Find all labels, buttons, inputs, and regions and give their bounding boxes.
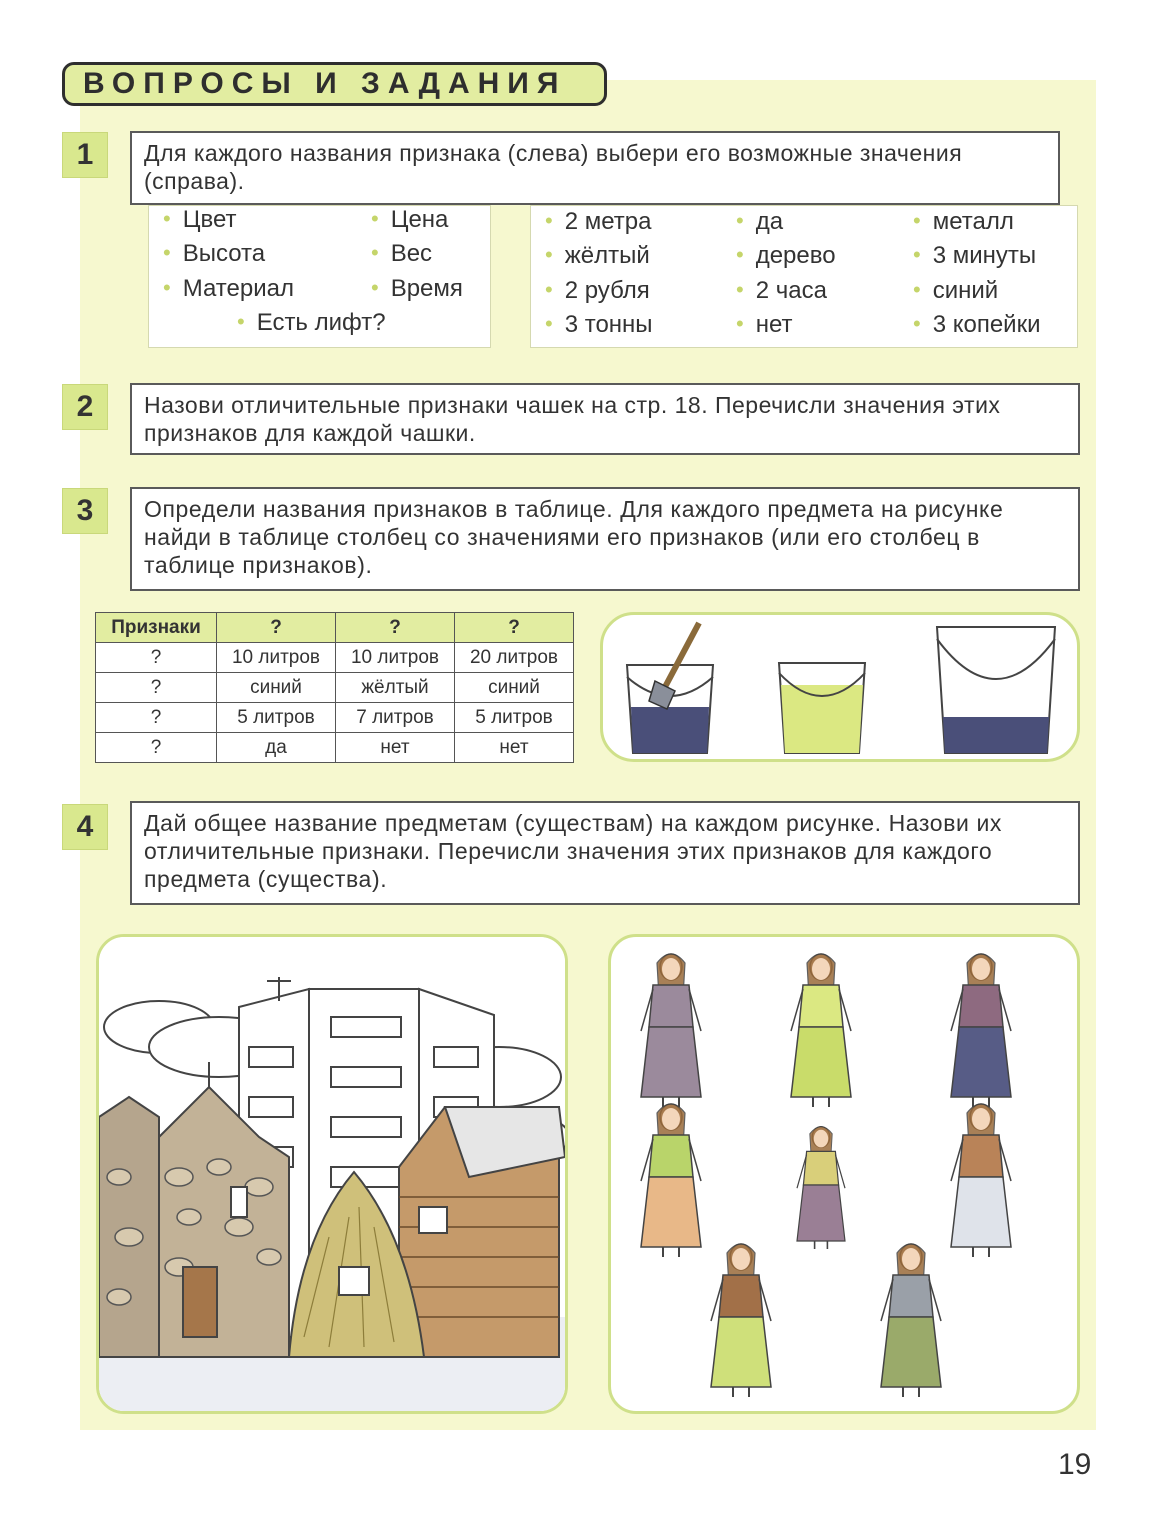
attribute-values-box <box>530 205 1078 348</box>
table-cell: 20 литров <box>455 643 574 673</box>
task-2-text: Назови отличительные признаки чашек на стр. 18. Перечисли значения этих признаков для каждой чашки. <box>130 383 1080 455</box>
wooden-house <box>399 1107 565 1357</box>
table-cell: ? <box>217 613 336 643</box>
bucket-yellow <box>779 663 865 753</box>
table-header-row <box>96 613 574 643</box>
table-cell: синий <box>217 673 336 703</box>
doll-4 <box>641 1104 701 1257</box>
task-3-text: Определи названия признаков в таблице. Для каждого предмета на рисунке найди в таблице столбец со значениями его признаков (или его столбец в таблице признаков). <box>130 487 1080 591</box>
doll-8 <box>881 1244 941 1397</box>
page-number: 19 <box>1058 1448 1092 1481</box>
doll-1 <box>641 954 701 1107</box>
doll-3 <box>951 954 1011 1107</box>
doll-7 <box>711 1244 771 1397</box>
attribute-value: • 2 рубля <box>545 277 650 305</box>
attribute-value: • жёлтый <box>545 242 650 270</box>
task-1-text: Для каждого названия признака (слева) выбери его возможные значения (справа). <box>130 131 1060 205</box>
table-cell: синий <box>455 673 574 703</box>
doll-5 <box>797 1127 845 1249</box>
table-cell: 7 литров <box>336 703 455 733</box>
attribute-value: • 3 минуты <box>913 242 1036 270</box>
attributes-table <box>95 612 574 763</box>
table-cell: ? <box>96 643 217 673</box>
bucket-blue-small <box>627 623 713 753</box>
task-4-text: Дай общее название предметам (существам) на каждом рисунке. Назови их отличительные признаки. Перечисли значения этих признаков для каждого предмета (существа). <box>130 801 1080 905</box>
attribute-name: • Цена <box>371 206 448 234</box>
attribute-value: • металл <box>913 208 1014 236</box>
table-cell: Признаки <box>96 613 217 643</box>
attribute-value: • да <box>736 208 783 236</box>
table-cell: нет <box>455 733 574 763</box>
table-cell: да <box>217 733 336 763</box>
attribute-name: • Вес <box>371 240 432 268</box>
table-cell: ? <box>96 703 217 733</box>
attribute-value: • синий <box>913 277 998 305</box>
bucket-blue-large <box>937 627 1055 753</box>
attribute-name: • Цвет <box>163 206 236 234</box>
task-number-4: 4 <box>62 804 108 850</box>
dolls-illustration <box>608 934 1080 1414</box>
task-number-1: 1 <box>62 132 108 178</box>
table-cell: нет <box>336 733 455 763</box>
buildings-illustration <box>96 934 568 1414</box>
attribute-value: • нет <box>736 311 793 339</box>
doll-2 <box>791 954 851 1107</box>
attribute-value: • дерево <box>736 242 836 270</box>
doll-6 <box>951 1104 1011 1257</box>
attribute-name: • Время <box>371 275 463 303</box>
section-header: ВОПРОСЫ И ЗАДАНИЯ <box>62 62 607 106</box>
table-cell: жёлтый <box>336 673 455 703</box>
task-number-2: 2 <box>62 384 108 430</box>
table-row <box>96 703 574 733</box>
table-cell: ? <box>96 733 217 763</box>
attribute-names-box <box>148 205 491 348</box>
attribute-value: • 2 часа <box>736 277 827 305</box>
buckets-illustration <box>600 612 1080 762</box>
table-cell: 10 литров <box>336 643 455 673</box>
task-number-3: 3 <box>62 488 108 534</box>
table-cell: ? <box>336 613 455 643</box>
table-row <box>96 643 574 673</box>
table-cell: ? <box>455 613 574 643</box>
table-cell: 5 литров <box>217 703 336 733</box>
attribute-value: • 3 тонны <box>545 311 653 339</box>
table-cell: 5 литров <box>455 703 574 733</box>
attribute-value: • 3 копейки <box>913 311 1041 339</box>
attribute-name: • Есть лифт? <box>237 309 386 337</box>
table-row <box>96 673 574 703</box>
attribute-name: • Высота <box>163 240 265 268</box>
table-cell: 10 литров <box>217 643 336 673</box>
table-cell: ? <box>96 673 217 703</box>
table-row <box>96 733 574 763</box>
attribute-value: • 2 метра <box>545 208 651 236</box>
attribute-name: • Материал <box>163 275 294 303</box>
